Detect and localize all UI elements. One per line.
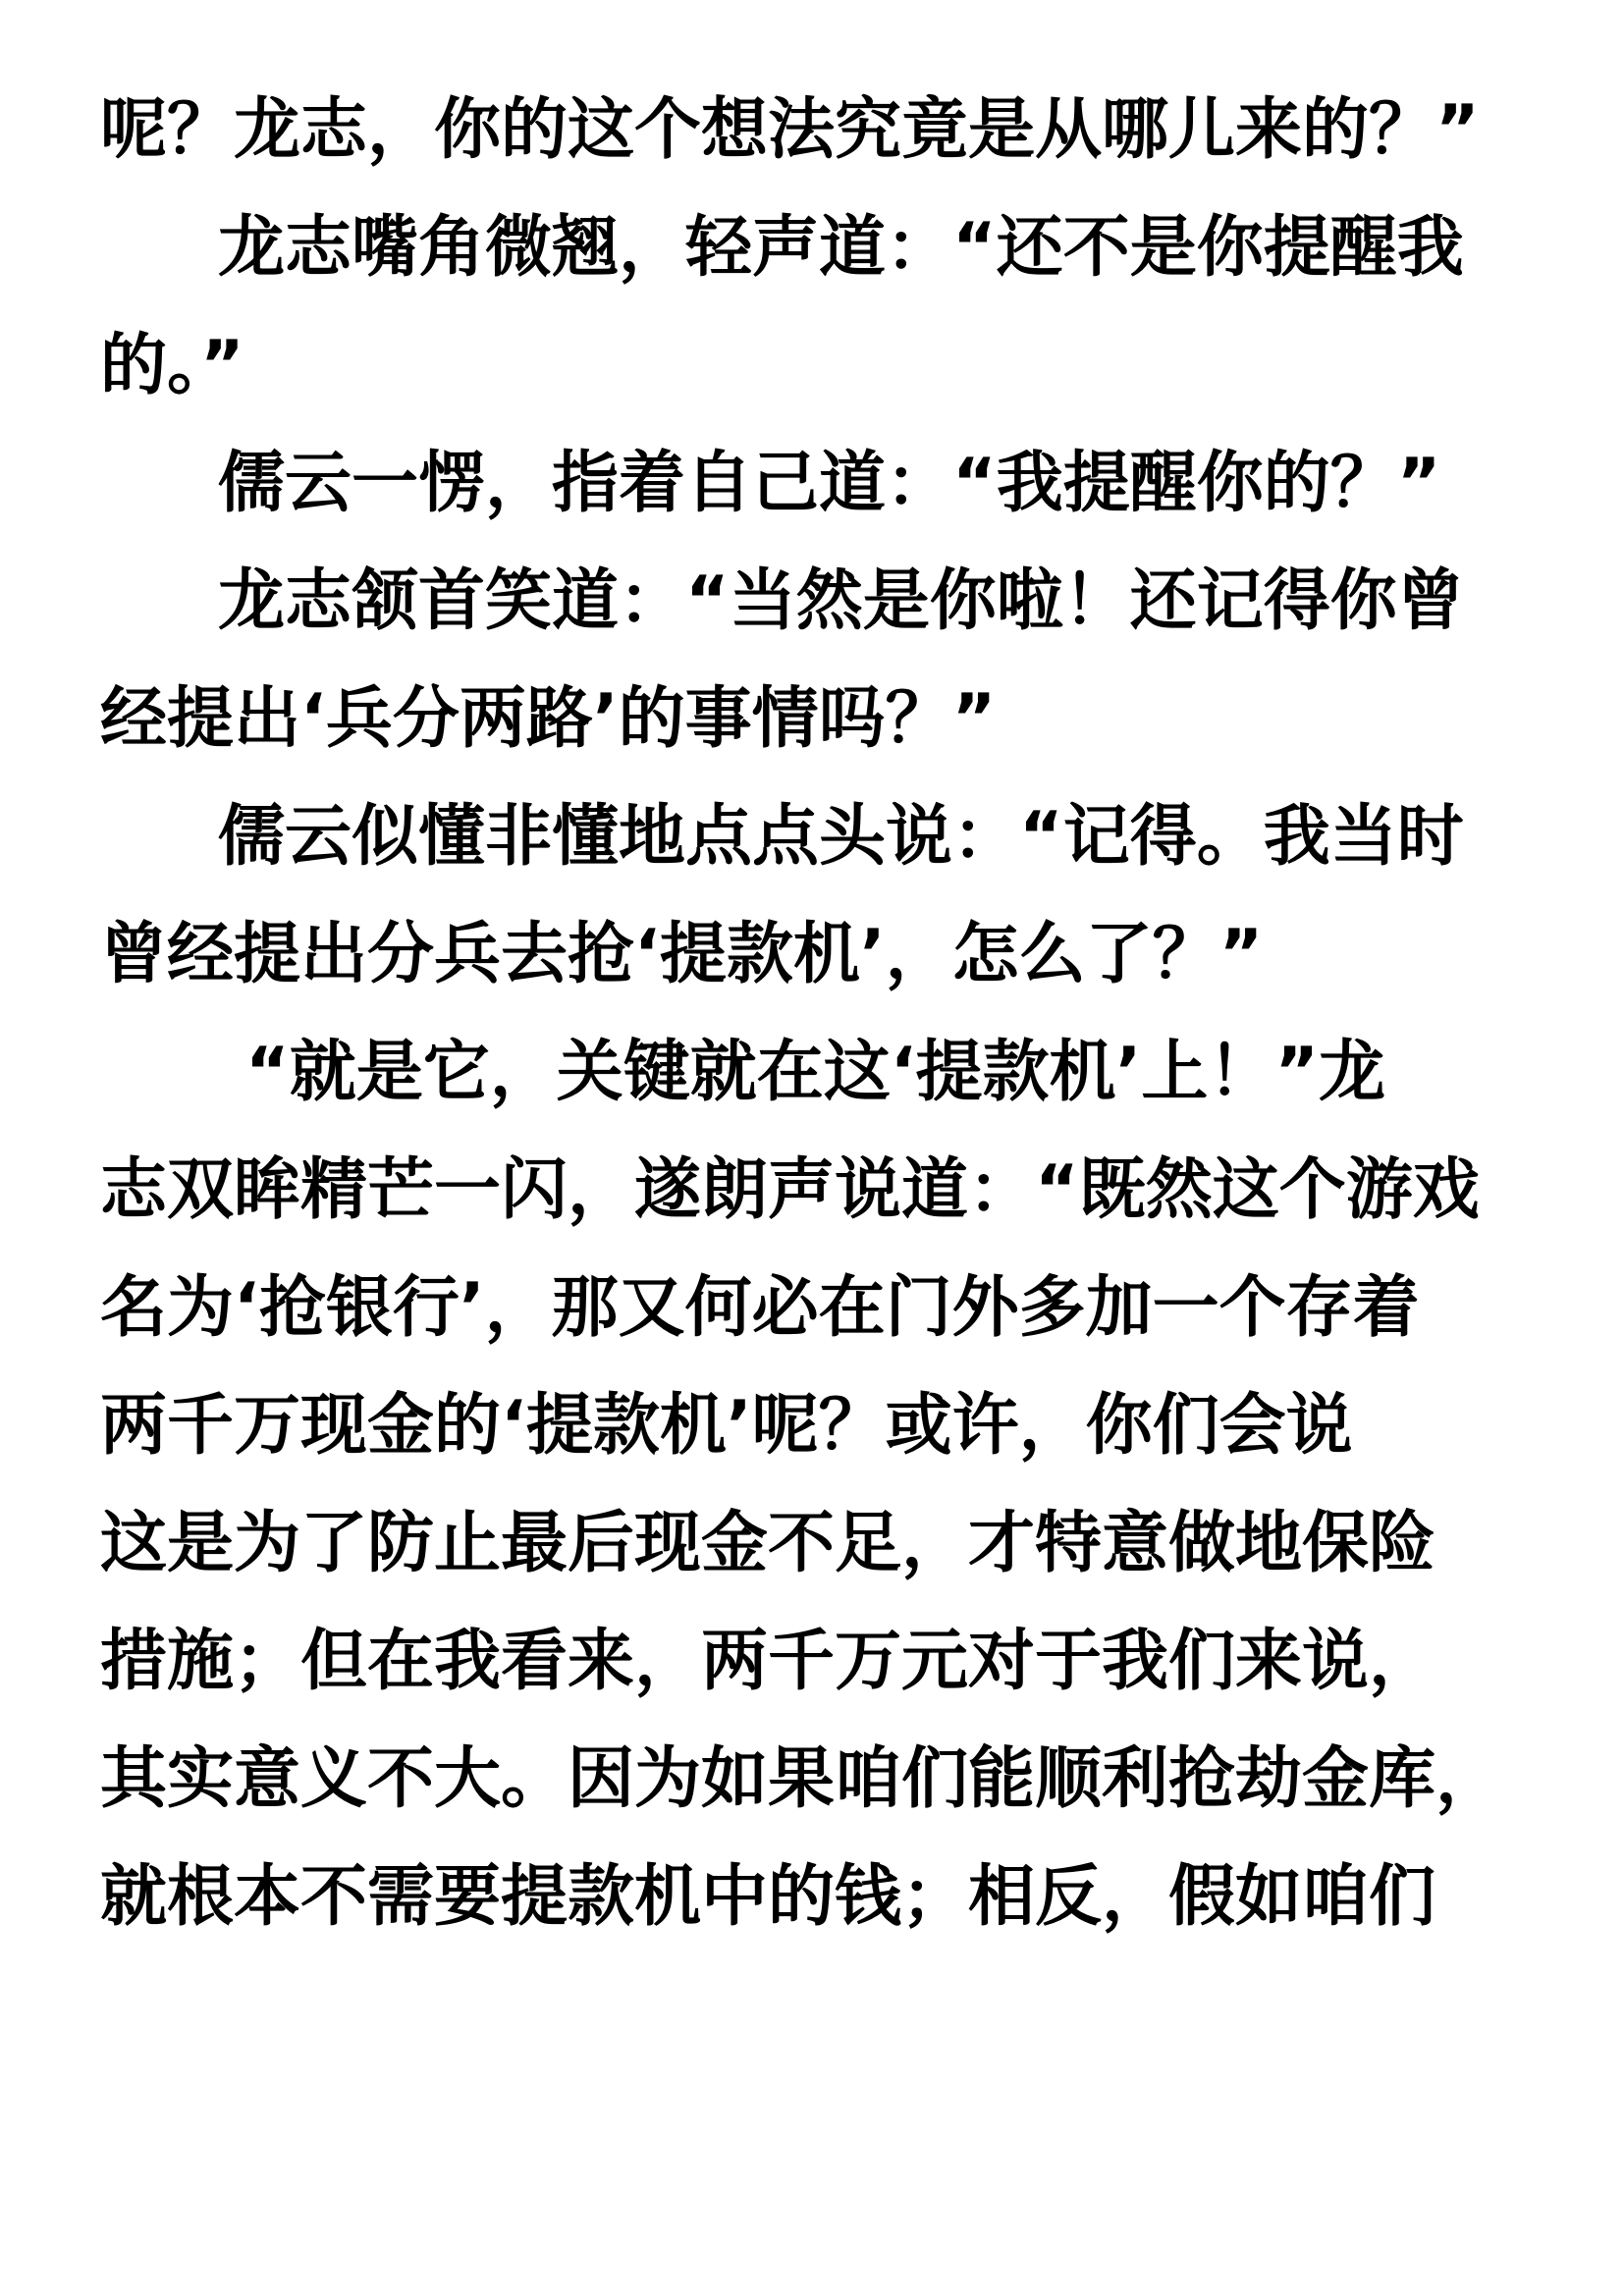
text-line-13: 这是为了防止最后现金不足，才特意做地保险 xyxy=(100,1505,1436,1582)
text-line-4: 儒云一愣，指着自己道：“我提醒你的？” xyxy=(218,445,1441,522)
text-line-9: “就是它，关键就在这‘提款机’上！”龙 xyxy=(245,1034,1386,1111)
text-line-15: 其实意义不大。因为如果咱们能顺利抢劫金库， xyxy=(100,1740,1503,1818)
text-line-1: 呢？龙志，你的这个想法究竟是从哪儿来的？” xyxy=(100,91,1480,169)
text-line-11: 名为‘抢银行’，那又何必在门外多加一个存着 xyxy=(100,1269,1420,1347)
text-line-12: 两千万现金的‘提款机’呢？或许，你们会说 xyxy=(100,1387,1353,1465)
text-line-8: 曾经提出分兵去抢‘提款机’，怎么了？” xyxy=(100,916,1264,993)
text-line-10: 志双眸精芒一闪，遂朗声说道：“既然这个游戏 xyxy=(100,1151,1480,1229)
text-line-2: 龙志嘴角微翘，轻声道：“还不是你提醒我 xyxy=(218,209,1464,287)
text-line-14: 措施；但在我看来，两千万元对于我们来说， xyxy=(100,1623,1436,1700)
text-line-16: 就根本不需要提款机中的钱；相反，假如咱们 xyxy=(100,1858,1436,1936)
text-line-7: 儒云似懂非懂地点点头说：“记得。我当时 xyxy=(218,798,1464,876)
text-line-3: 的。” xyxy=(100,327,244,404)
text-line-6: 经提出‘兵分两路’的事情吗？” xyxy=(100,680,997,758)
text-line-5: 龙志颔首笑道：“当然是你啦！还记得你曾 xyxy=(218,562,1464,640)
